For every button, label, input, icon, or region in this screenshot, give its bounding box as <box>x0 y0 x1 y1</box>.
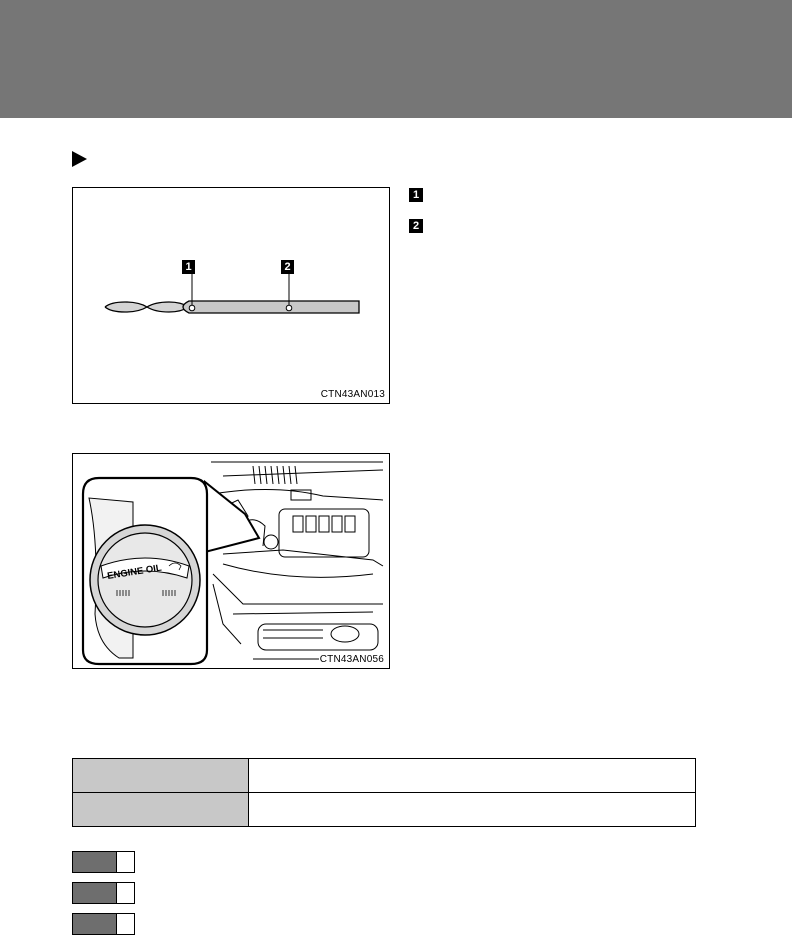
figure-code: CTN43AN056 <box>319 654 384 665</box>
full-mark-dot <box>286 305 292 311</box>
callout-2: 2 <box>281 260 294 274</box>
table-header-cell <box>73 759 249 793</box>
table-row <box>73 793 696 827</box>
level-indicator <box>72 882 135 904</box>
level-indicator-fill <box>73 883 117 903</box>
engine-oil-cap-label: ENGINE OIL <box>106 562 163 582</box>
table-cell <box>249 793 696 827</box>
level-indicator <box>72 851 135 873</box>
page-header-band <box>0 0 792 118</box>
section-arrow-icon <box>72 151 87 167</box>
table-cell <box>249 759 696 793</box>
legend-marker-1: 1 <box>409 188 423 202</box>
engine-bay-illustration <box>73 454 389 668</box>
figure-code: CTN43AN013 <box>320 389 385 400</box>
engine-oil-cap-figure <box>72 453 390 669</box>
dipstick-illustration <box>73 188 389 403</box>
dipstick-blade <box>183 301 359 313</box>
table-row <box>73 759 696 793</box>
callout-1: 1 <box>182 260 195 274</box>
spec-table <box>72 758 696 827</box>
level-indicator <box>72 913 135 935</box>
low-mark-dot <box>189 305 195 311</box>
legend-marker-2: 2 <box>409 219 423 233</box>
dipstick-figure <box>72 187 390 404</box>
oil-cap <box>98 533 192 627</box>
level-indicator-fill <box>73 914 117 934</box>
table-header-cell <box>73 793 249 827</box>
level-indicator-fill <box>73 852 117 872</box>
